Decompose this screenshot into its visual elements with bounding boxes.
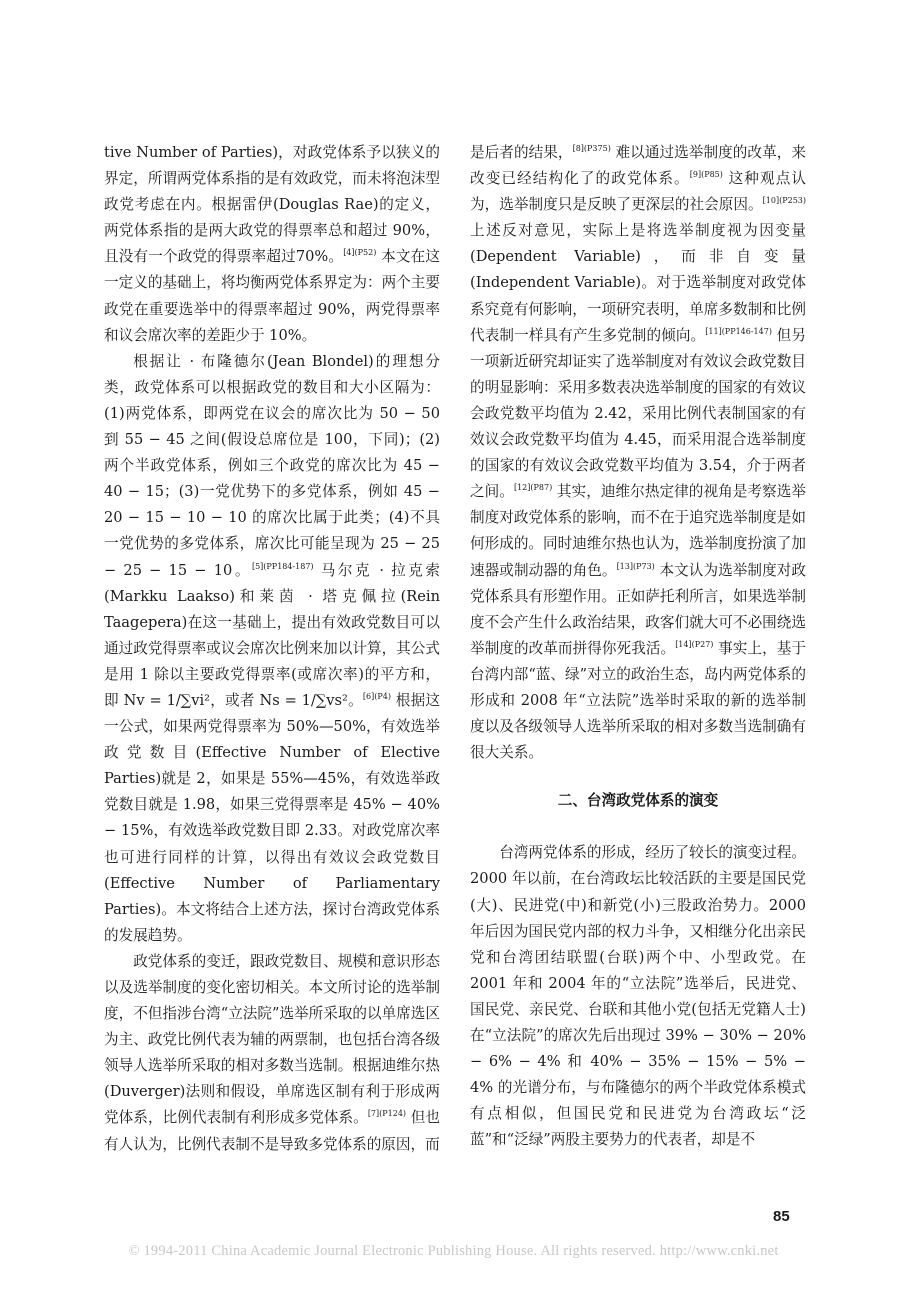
citation-marker: [4](P52) — [343, 248, 377, 258]
citation-marker: [14](P27) — [675, 639, 714, 649]
body-paragraph: 台湾两党体系的形成，经历了较长的演变过程。2000 年以前，在台湾政坛比较活跃的主要是国民党(大)、民进党(中)和新党(小)三股政治势力。2000 年后因为国民党内部的权力斗争，又相继分化出亲民党和台湾团结联盟(台联)两个中、小型政党。在 2001 年和 2004 年的“立法院”选举后，民进党、国民党、亲民党、台联和其他小党(包括无党籍人士)在“立法院”的席次先后出现过 39% − 30% − 20% − 6% − 4% 和 40% − 35% − 15% − 5% − 4% 的光谱分布，与布隆德尔的两个半政党体系模式有点相似，但国民党和民进党为台湾政坛“泛蓝”和“泛绿”两股主要势力的代表者，却是不 — [470, 844, 806, 1149]
citation-marker: [13](P73) — [616, 561, 655, 571]
citation-marker: [11](PP146-147) — [705, 326, 772, 336]
citation-marker: [10](P253) — [762, 196, 806, 206]
body-paragraph: 是后者的结果，$^{[8](P375)}$ 难以通过选举制度的改革，来改变已经结构化了的政党体系。$^{[9](P85)}$ 这种观点认为，选举制度只是反映了更深层的社会原因。$^{[10](P253)}$ 上述反对意见，实际上是将选举制度视为因变量(Dependent Variable)，而非自变量(Independent Variable)。对于选举制度对政党体系究竟有何影响，一项研究表明，单席多数制和比例代表制一样具有产生多党制的倾向。$^{[11](PP146-147)}$ 但另一项新近研究却证实了选举制度对有效议会政党数目的明显影响：采用多数表决选举制度的国家的有效议会政党数平均值为 2.42，采用比例代表制国家的有效议会政党数平均值为 4.45，而采用混合选举制度的国家的有效议会政党数平均值为 3.54，介于两者之间。$^{[12](P87)}$ 其实，迪维尔热定律的视角是考察选举制度对政党体系的影响，而不在于追究选举制度是如何形成的。同时迪维尔热也认为，选举制度扮演了加速器或制动器的角色。$^{[13](P73)}$ 本文认为选举制度对政党体系具有形塑作用。正如萨托利所言，如果选举制度不会产生什么政治结果，政客们就大可不必围绕选举制度的改革而拼得你死我活。$^{[14](P27)}$ 事实上，基于台湾内部“蓝、绿”对立的政治生态，岛内两党体系的形成和 2008 年“立法院”选举时采取的新的选举制度以及各级领导人选举所采取的相对多数当选制确有很大关系。 — [470, 144, 806, 762]
copyright-footer: © 1994-2011 China Academic Journal Electronic Publishing House. All rights reserved. http://www.cnki.net — [128, 1243, 779, 1259]
body-paragraph: 政党体系的变迁，跟政党数目、规模和意识形态以及选举制度的变化密切相关。本文所讨论的选举制度，不但指涉台湾“立法院”选举所采取的以单席选区为主、政党比例代表为辅的两票制，也包括台湾各级领导人选举所采取的相对多数当选制。根据迪维尔热(Duverger)法则和假设，单席选区制有利于形成两党体系，比例代表制有利形成多党体系。$^{[7](P124)}$ 但也有人认为，比例代表制不是导致多党体系的原因，而 — [104, 952, 440, 1153]
body-paragraph: 根据让 · 布隆德尔(Jean Blondel)的理想分类，政党体系可以根据政党的数目和大小区隔为：(1)两党体系，即两党在议会的席次比为 50 − 50 到 55 − 45 之间(假设总席位是 100，下同)；(2)两个半政党体系，例如三个政党的席次比为 45 − 40 − 15；(3)一党优势下的多党体系，例如 45 − 20 − 15 − 10 − 10 的席次比属于此类；(4)不具一党优势的多党体系，席次比可能呈现为 25 − 25 − 25 − 15 − 10。$^{[5](PP184-187)}$ 马尔克 · 拉克索(Markku Laakso)和莱茵 · 塔克佩拉(Rein Taagepera)在这一基础上，提出有效政党数目可以通过政党得票率或议会席次比例来加以计算，其公式是用 1 除以主要政党得票率(或席次率)的平方和，即 Nv = 1/∑vi²，或者 Ns = 1/∑vs²。$^{[6](P4)}$ 根据这一公式，如果两党得票率为 50%—50%，有效选举政党数目(Effective Number of Elective Parties)就是 2，如果是 55%—45%，有效选举政党数目就是 1.98，如果三党得票率是 45% − 40% − 15%，有效选举政党数目即 2.33。对政党席次率也可进行同样的计算，以得出有效议会政党数目(Effective Number of Parliamentary Parties)。本文将结合上述方法，探讨台湾政党体系的发展趋势。 — [104, 352, 440, 944]
body-paragraph: tive Number of Parties)，对政党体系予以狭义的界定，所谓两党体系指的是有效政党，而未将泡沫型政党考虑在内。根据雷伊(Douglas Rae)的定义，两党体系指的是两大政党的得票率总和超过 90%，且没有一个政党的得票率超过70%。$^{[4](P52)}$ 本文在这一定义的基础上，将均衡两党体系界定为：两个主要政党在重要选举中的得票率超过 90%，两党得票率和议会席次率的差距少于 10%。 — [104, 144, 440, 344]
left-column — [104, 140, 440, 1158]
right-column — [470, 140, 806, 1153]
section-heading: 二、台湾政党体系的演变 — [557, 792, 719, 810]
citation-marker: [12](P87) — [513, 483, 553, 493]
citation-marker: [7](P124) — [367, 1109, 407, 1119]
citation-marker: [9](P85) — [689, 170, 723, 180]
citation-marker: [5](PP184-187) — [251, 561, 314, 571]
citation-marker: [8](P375) — [572, 144, 611, 153]
page-number: 85 — [773, 1208, 790, 1225]
citation-marker: [6](P4) — [362, 691, 391, 701]
